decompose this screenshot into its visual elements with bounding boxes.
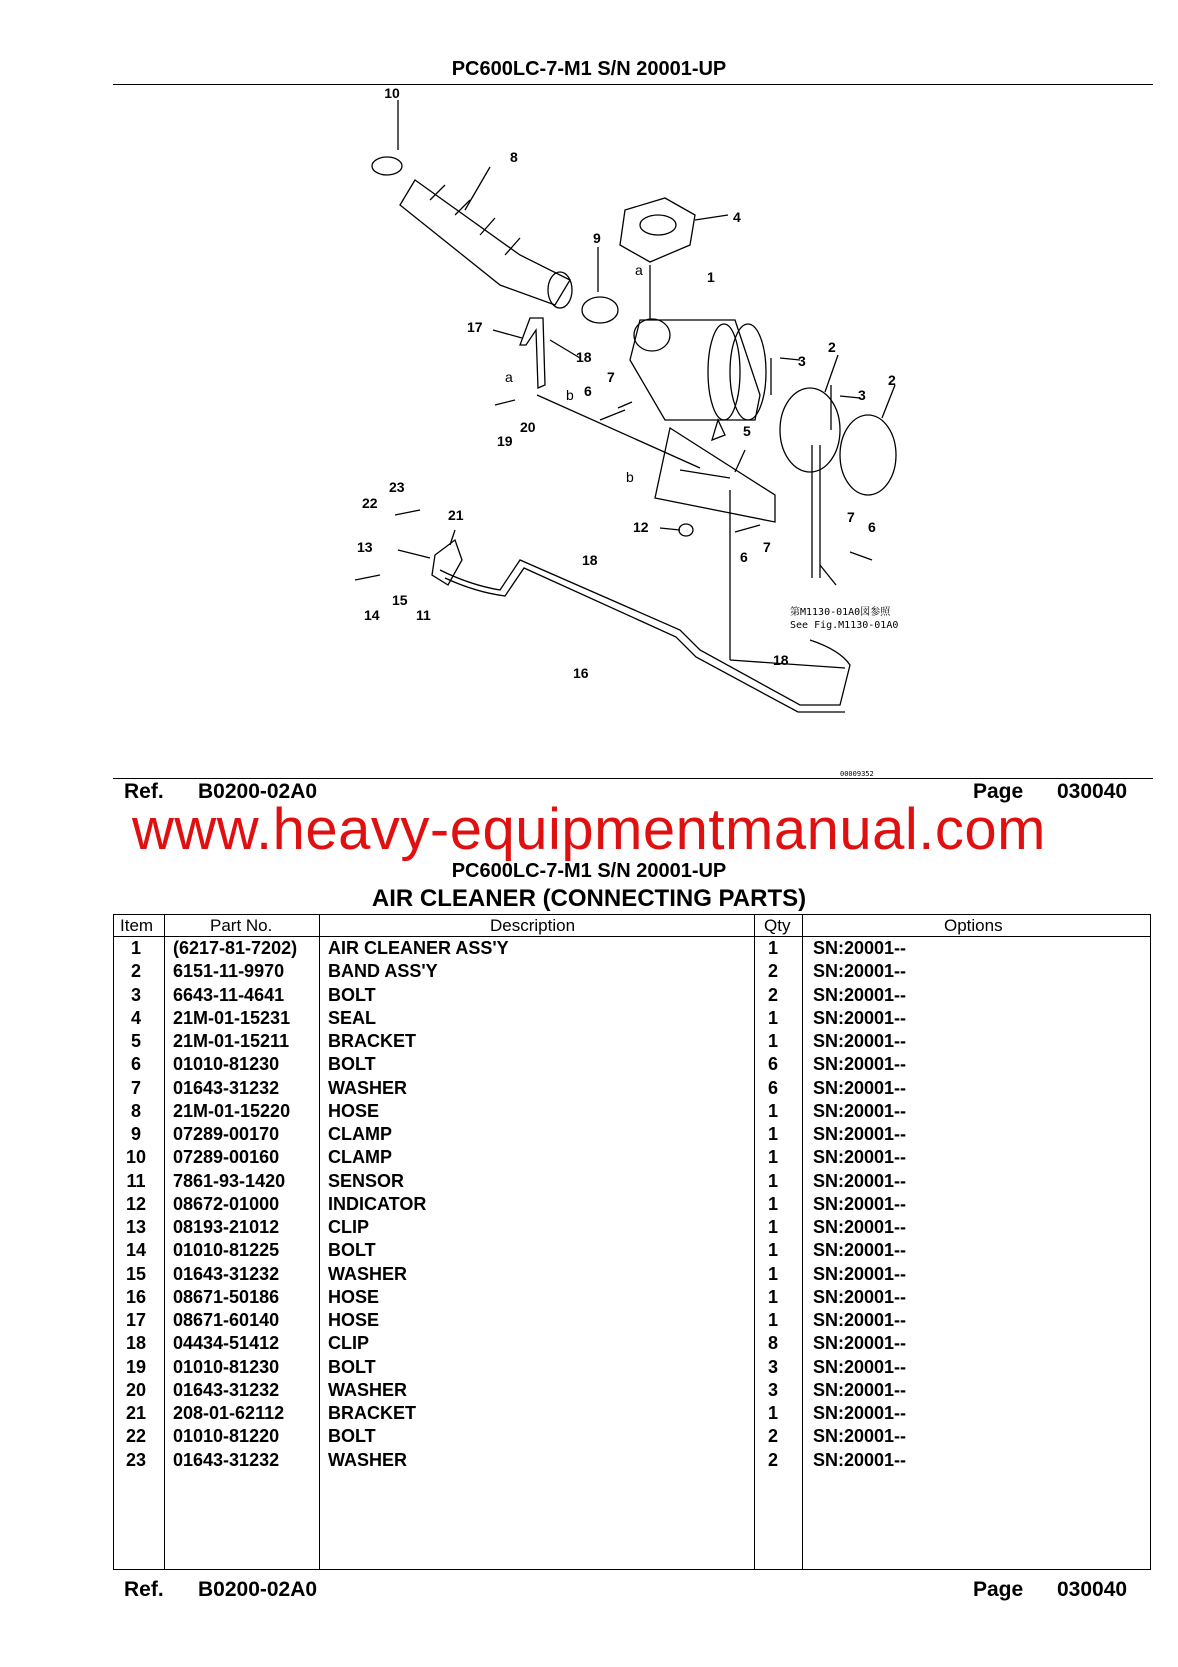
- callout-5: 5: [743, 423, 751, 439]
- cell-qty: 1: [768, 1310, 779, 1330]
- cell-item: 14: [126, 1240, 147, 1261]
- table-row: [114, 1426, 1150, 1449]
- table-row: [114, 1008, 1150, 1031]
- cell-qty: 1: [768, 1170, 779, 1191]
- cell-description: BAND ASS'Y: [328, 961, 438, 982]
- cell-part-no: (6217-81-7202): [173, 938, 298, 958]
- cell-options: SN:20001--: [813, 1449, 907, 1470]
- cell-qty: 6: [768, 1077, 779, 1098]
- cell-description: WASHER: [328, 1449, 408, 1470]
- cell-item: 19: [126, 1356, 147, 1377]
- cell-item: 10: [126, 1147, 147, 1168]
- table-row: [114, 1264, 1150, 1287]
- cell-options: SN:20001--: [813, 1193, 907, 1214]
- ref-label-1: Ref.: [124, 780, 164, 803]
- parts-table: [113, 914, 1151, 1570]
- cell-options: SN:20001--: [813, 1147, 907, 1168]
- cell-qty: 1: [768, 1240, 779, 1261]
- cell-options: SN:20001--: [813, 1077, 907, 1098]
- table-row: [114, 1054, 1150, 1077]
- cell-options: SN:20001--: [813, 984, 907, 1005]
- cell-qty: 1: [768, 938, 779, 958]
- cell-options: SN:20001--: [813, 1310, 907, 1330]
- cell-options: SN:20001--: [813, 938, 907, 958]
- cell-part-no: 21M-01-15231: [173, 1007, 291, 1028]
- cell-qty: 2: [768, 1426, 779, 1447]
- callout-11: 11: [416, 607, 431, 623]
- page-label-1: Page: [973, 780, 1024, 803]
- watermark-url: www.heavy-equipmentmanual.com: [132, 797, 1046, 862]
- cell-options: SN:20001--: [813, 1217, 907, 1237]
- table-header-row: [114, 915, 1150, 937]
- cell-qty: 8: [768, 1333, 779, 1354]
- cell-part-no: 04434-51412: [173, 1333, 280, 1354]
- cell-description: INDICATOR: [328, 1193, 427, 1214]
- cell-description: CLIP: [328, 1333, 370, 1354]
- table-row: [114, 1357, 1150, 1380]
- cell-qty: 1: [768, 1403, 779, 1423]
- callout-b1: b: [566, 387, 574, 403]
- callout-7c: 7: [763, 539, 771, 555]
- cell-qty: 3: [768, 1356, 779, 1377]
- cell-qty: 3: [768, 1379, 779, 1400]
- cell-description: BOLT: [328, 984, 376, 1005]
- cell-options: SN:20001--: [813, 1031, 907, 1051]
- cell-part-no: 07289-00170: [173, 1124, 280, 1144]
- cell-part-no: 01010-81230: [173, 1054, 280, 1075]
- cell-part-no: 07289-00160: [173, 1147, 280, 1168]
- cell-part-no: 7861-93-1420: [173, 1170, 286, 1191]
- cell-qty: 1: [768, 1193, 779, 1214]
- cell-item: 1: [130, 938, 141, 958]
- cell-description: SENSOR: [328, 1170, 405, 1191]
- see-fig-jp: 第M1130-01A0図参照: [790, 607, 891, 618]
- cell-item: 12: [126, 1193, 147, 1214]
- cell-description: HOSE: [328, 1310, 380, 1330]
- cell-description: CLAMP: [328, 1147, 392, 1168]
- cell-part-no: 6151-11-9970: [173, 961, 285, 982]
- cell-part-no: 01643-31232: [173, 1077, 280, 1098]
- table-row: [114, 938, 1150, 961]
- cell-item: 2: [130, 961, 141, 982]
- cell-part-no: 01643-31232: [173, 1379, 280, 1400]
- cell-item: 3: [130, 984, 141, 1005]
- callout-12: 12: [633, 519, 649, 535]
- cell-options: SN:20001--: [813, 1286, 907, 1307]
- cell-part-no: 01643-31232: [173, 1263, 280, 1284]
- table-row: [114, 961, 1150, 984]
- col-part-no: Part No.: [210, 916, 273, 935]
- cell-qty: 2: [768, 961, 779, 982]
- cell-description: CLAMP: [328, 1124, 392, 1144]
- cell-description: BOLT: [328, 1356, 376, 1377]
- cell-options: SN:20001--: [813, 1263, 907, 1284]
- parts-diagram: [0, 0, 1178, 790]
- cell-description: SEAL: [328, 1007, 377, 1028]
- callout-a1: a: [505, 369, 513, 385]
- hose-17-shape: [520, 318, 545, 388]
- section-title: AIR CLEANER (CONNECTING PARTS): [371, 885, 807, 912]
- callout-8: 8: [510, 149, 518, 165]
- cell-item: 20: [126, 1379, 147, 1400]
- cell-part-no: 08672-01000: [173, 1193, 280, 1214]
- table-row: [114, 1124, 1150, 1147]
- cell-item: 5: [130, 1031, 141, 1051]
- cell-description: BOLT: [328, 1054, 376, 1075]
- callout-19: 19: [497, 433, 513, 449]
- cell-item: 21: [126, 1403, 147, 1423]
- clamp-9-shape: [582, 297, 618, 323]
- page-value-1: 030040: [1057, 780, 1128, 803]
- cell-options: SN:20001--: [813, 961, 907, 982]
- cell-item: 17: [126, 1310, 147, 1330]
- ref-value-1: B0200-02A0: [198, 780, 318, 803]
- col-options: Options: [944, 916, 1003, 935]
- ref-label-2: Ref.: [124, 1578, 164, 1601]
- ref-value-2: B0200-02A0: [198, 1578, 318, 1601]
- cell-part-no: 21M-01-15220: [173, 1100, 291, 1121]
- see-fig-en: See Fig.M1130-01A0: [790, 620, 899, 631]
- callout-6a: 6: [584, 383, 592, 399]
- callout-2b: 2: [888, 372, 896, 388]
- cell-description: CLIP: [328, 1217, 370, 1237]
- hose-16-shape: [440, 560, 850, 705]
- cell-options: SN:20001--: [813, 1124, 907, 1144]
- page2-model-header: PC600LC-7-M1 S/N 20001-UP: [451, 860, 727, 882]
- cell-description: BRACKET: [328, 1031, 416, 1051]
- callout-1: 1: [707, 269, 715, 285]
- cell-qty: 1: [768, 1263, 779, 1284]
- callout-16: 16: [573, 665, 589, 681]
- cell-part-no: 01643-31232: [173, 1449, 280, 1470]
- callout-6c: 6: [740, 549, 748, 565]
- cell-item: 22: [126, 1426, 147, 1447]
- col-item: Item: [120, 916, 154, 935]
- table-row: [114, 1194, 1150, 1217]
- callout-20: 20: [520, 419, 536, 435]
- cell-part-no: 08671-50186: [173, 1286, 280, 1307]
- cell-item: 7: [130, 1077, 141, 1098]
- callout-4: 4: [733, 209, 741, 225]
- cell-qty: 2: [768, 1449, 779, 1470]
- table-row: [114, 1240, 1150, 1263]
- cell-item: 18: [126, 1333, 147, 1354]
- cell-qty: 2: [768, 984, 779, 1005]
- cell-description: WASHER: [328, 1379, 408, 1400]
- callout-18c: 18: [773, 652, 789, 668]
- callout-21: 21: [448, 507, 464, 523]
- cell-options: SN:20001--: [813, 1240, 907, 1261]
- table-row: [114, 1450, 1150, 1473]
- cell-item: 16: [126, 1286, 147, 1307]
- footer-rule-1: [113, 778, 1153, 779]
- cell-item: 4: [130, 1007, 141, 1028]
- table-row: [114, 1078, 1150, 1101]
- cell-options: SN:20001--: [813, 1426, 907, 1447]
- cell-part-no: 08671-60140: [173, 1310, 280, 1330]
- callout-22: 22: [362, 495, 378, 511]
- cell-item: 8: [130, 1100, 141, 1121]
- callout-13: 13: [357, 539, 373, 555]
- callout-17: 17: [467, 319, 483, 335]
- cell-item: 13: [126, 1217, 147, 1237]
- cell-item: 15: [126, 1263, 147, 1284]
- callout-3a: 3: [798, 353, 806, 369]
- table-row: [114, 1217, 1150, 1240]
- cell-description: WASHER: [328, 1263, 408, 1284]
- cell-description: BOLT: [328, 1240, 376, 1261]
- clamp-10-shape: [372, 157, 402, 175]
- cell-qty: 6: [768, 1054, 779, 1075]
- cell-item: 9: [130, 1124, 141, 1144]
- cell-part-no: 6643-11-4641: [173, 984, 285, 1005]
- table-row: [114, 1171, 1150, 1194]
- callout-15: 15: [392, 592, 408, 608]
- cell-item: 23: [126, 1449, 147, 1470]
- cell-options: SN:20001--: [813, 1170, 907, 1191]
- cell-options: SN:20001--: [813, 1403, 907, 1423]
- callout-9: 9: [593, 230, 601, 246]
- callout-3b: 3: [858, 387, 866, 403]
- indicator-12-shape: [679, 524, 693, 536]
- cell-qty: 1: [768, 1100, 779, 1121]
- cell-part-no: 01010-81230: [173, 1356, 280, 1377]
- cell-options: SN:20001--: [813, 1333, 907, 1354]
- cell-qty: 1: [768, 1031, 779, 1051]
- table-row: [114, 1310, 1150, 1333]
- callout-a2: a: [635, 262, 643, 278]
- cell-part-no: 08193-21012: [173, 1217, 280, 1237]
- page-value-2: 030040: [1057, 1578, 1128, 1601]
- cell-description: HOSE: [328, 1100, 380, 1121]
- cell-options: SN:20001--: [813, 1054, 907, 1075]
- band-2b-shape: [840, 415, 896, 495]
- cell-description: HOSE: [328, 1286, 380, 1307]
- cell-part-no: 01010-81220: [173, 1426, 280, 1447]
- cell-options: SN:20001--: [813, 1007, 907, 1028]
- table-row: [114, 1101, 1150, 1124]
- table-row: [114, 1380, 1150, 1403]
- cell-qty: 1: [768, 1007, 779, 1028]
- callout-23: 23: [389, 479, 405, 495]
- cell-options: SN:20001--: [813, 1100, 907, 1121]
- cell-qty: 1: [768, 1286, 779, 1307]
- callout-7a: 7: [607, 369, 615, 385]
- cell-options: SN:20001--: [813, 1356, 907, 1377]
- cell-description: BOLT: [328, 1426, 376, 1447]
- cell-options: SN:20001--: [813, 1379, 907, 1400]
- table-row: [114, 985, 1150, 1008]
- table-row: [114, 1403, 1150, 1426]
- seal-4-shape: [620, 198, 695, 262]
- cell-qty: 1: [768, 1124, 779, 1144]
- callout-18a: 18: [576, 349, 592, 365]
- cell-part-no: 01010-81225: [173, 1240, 280, 1261]
- cell-part-no: 21M-01-15211: [173, 1031, 290, 1051]
- callout-10: 10: [384, 85, 400, 101]
- hose-8-shape: [400, 180, 570, 305]
- cell-item: 6: [130, 1054, 141, 1075]
- col-qty: Qty: [764, 916, 791, 935]
- callout-18b: 18: [582, 552, 598, 568]
- callout-6b: 6: [868, 519, 876, 535]
- cell-item: 11: [126, 1170, 146, 1191]
- table-row: [114, 1333, 1150, 1356]
- table-row: [114, 1147, 1150, 1170]
- page1-model-header: PC600LC-7-M1 S/N 20001-UP: [451, 58, 727, 80]
- cell-part-no: 208-01-62112: [173, 1403, 285, 1423]
- callout-b2: b: [626, 469, 634, 485]
- cell-description: WASHER: [328, 1077, 408, 1098]
- page-label-2: Page: [973, 1578, 1024, 1601]
- callout-14: 14: [364, 607, 380, 623]
- cell-description: BRACKET: [328, 1403, 416, 1423]
- cell-description: AIR CLEANER ASS'Y: [328, 938, 509, 958]
- col-description: Description: [490, 916, 576, 935]
- table-row: [114, 1031, 1150, 1054]
- cell-qty: 1: [768, 1147, 779, 1168]
- cell-qty: 1: [768, 1217, 779, 1237]
- callout-2a: 2: [828, 339, 836, 355]
- callout-7b: 7: [847, 509, 855, 525]
- table-row: [114, 1287, 1150, 1310]
- diagram-code: 00009352: [840, 770, 874, 778]
